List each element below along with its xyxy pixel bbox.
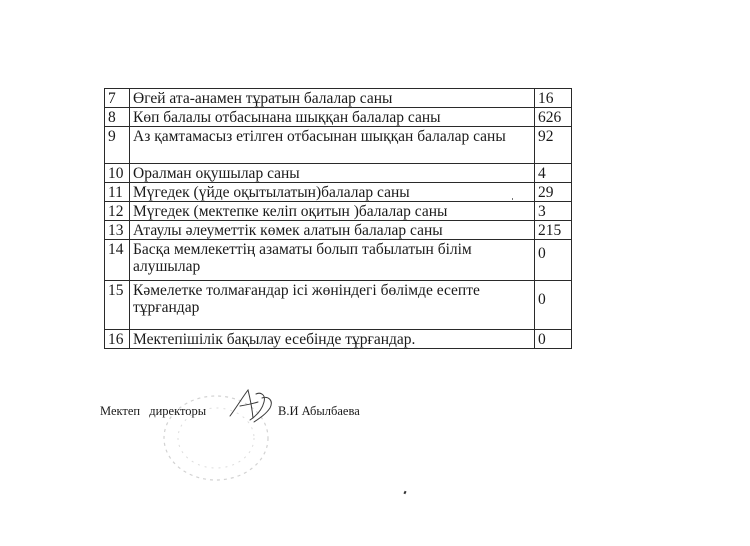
table-row (105, 330, 572, 349)
row-label: Мүгедек (үйде оқытылатын)балалар саны (130, 183, 535, 202)
row-value: 626 (535, 108, 572, 127)
row-value: 92 (535, 127, 572, 164)
table-row (105, 183, 572, 202)
row-value: 0 (535, 240, 572, 281)
ink-speck (403, 491, 406, 495)
row-number: 8 (105, 108, 130, 127)
row-label: Көп балалы отбасынана шыққан балалар саны (130, 108, 535, 127)
row-number: 13 (105, 221, 130, 240)
table-row (105, 89, 572, 108)
row-number: 15 (105, 281, 130, 330)
row-label: Оралман оқушылар саны (130, 164, 535, 183)
row-label: Кәмелетке толмағандар ісі жөніндегі бөлімде есепте тұрғандар (130, 281, 535, 330)
row-value: 3 (535, 202, 572, 221)
row-value: 0 (535, 281, 572, 330)
row-value: 16 (535, 89, 572, 108)
row-label: Мүгедек (мектепке келіп оқитын )балалар саны (130, 202, 535, 221)
row-label: Өгей ата-анамен тұратын балалар саны (130, 89, 535, 108)
row-value: 29 (535, 183, 572, 202)
row-label: Басқа мемлекеттің азаматы болып табылатын білім алушылар (130, 240, 535, 281)
row-number: 10 (105, 164, 130, 183)
row-number: 11 (105, 183, 130, 202)
row-value: 4 (535, 164, 572, 183)
row-label: Аз қамтамасыз етілген отбасынан шыққан балалар саны (130, 127, 535, 164)
statistics-table (104, 88, 572, 349)
row-value: 0 (535, 330, 572, 349)
row-number: 14 (105, 240, 130, 281)
table-row (105, 127, 572, 164)
row-label: Мектепішілік бақылау есебінде тұрғандар. (130, 330, 535, 349)
row-number: 16 (105, 330, 130, 349)
handwritten-signature-icon (226, 384, 278, 428)
table-row (105, 202, 572, 221)
row-value: 215 (535, 221, 572, 240)
row-label: Атаулы әлеуметтік көмек алатын балалар саны (130, 221, 535, 240)
table-row (105, 108, 572, 127)
row-number: 7 (105, 89, 130, 108)
ink-speck (512, 198, 513, 200)
table-row (105, 240, 572, 281)
row-number: 9 (105, 127, 130, 164)
row-number: 12 (105, 202, 130, 221)
signatory-name: В.И Абылбаева (278, 404, 360, 418)
signatory-role: Мектеп директоры (100, 404, 207, 418)
table-row (105, 164, 572, 183)
table-row (105, 281, 572, 330)
table-row (105, 221, 572, 240)
